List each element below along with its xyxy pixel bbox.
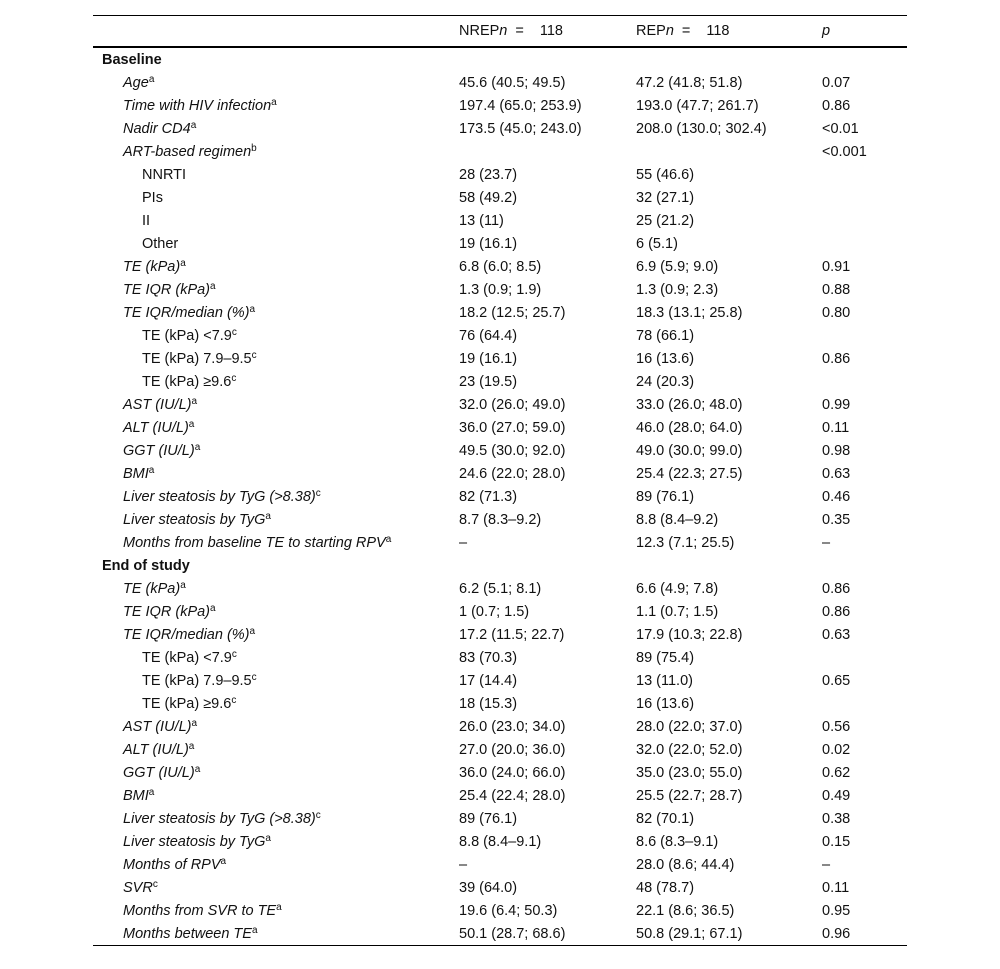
row-label-cell — [93, 899, 459, 922]
footnote-marker: c — [152, 878, 158, 890]
row-label: Liver steatosis by TyG — [123, 511, 266, 528]
footnote-marker: c — [231, 694, 237, 706]
footnote-marker: a — [249, 625, 256, 637]
row-label-cell — [93, 255, 459, 278]
row-label-cell — [93, 370, 459, 393]
footnote-marker: a — [265, 510, 271, 522]
row-label: GGT (IU/L) — [123, 442, 195, 459]
p-value: 0.49 — [822, 787, 851, 804]
table-row — [93, 531, 907, 554]
row-label-cell — [93, 922, 459, 946]
rep-value — [636, 140, 822, 163]
footnote-marker: c — [231, 372, 237, 384]
header-rep — [636, 16, 822, 48]
row-label: TE IQR/median (%) — [123, 304, 250, 321]
row-label-cell — [93, 347, 459, 370]
footnote-marker: c — [231, 648, 237, 660]
table-row — [93, 163, 907, 186]
footnote-marker: a — [191, 717, 198, 729]
row-label-cell — [93, 531, 459, 554]
rep-value: 1.1 (0.7; 1.5) — [636, 603, 719, 620]
nrep-value: 18.2 (12.5; 25.7) — [459, 304, 566, 321]
footnote-marker: a — [148, 464, 155, 476]
footnote-marker: c — [315, 809, 321, 821]
section-title: End of study — [102, 557, 190, 574]
row-label-cell — [93, 439, 459, 462]
row-label-cell — [93, 692, 459, 715]
footnote-marker: a — [148, 73, 155, 85]
row-label-cell — [93, 209, 459, 232]
row-label: TE (kPa) ≥9.6 — [142, 373, 232, 390]
row-label-cell — [93, 646, 459, 669]
header-nrep-count: 118 — [539, 23, 563, 39]
row-label: TE (kPa) <7.9 — [142, 327, 232, 344]
p-value: 0.99 — [822, 396, 851, 413]
footnote-marker: a — [180, 257, 186, 269]
footnote-marker: a — [249, 303, 256, 315]
nrep-value: 82 (71.3) — [459, 488, 518, 505]
nrep-value: 23 (19.5) — [459, 373, 518, 390]
row-label-cell — [93, 393, 459, 416]
nrep-value: 36.0 (27.0; 59.0) — [459, 419, 566, 436]
section-row — [93, 47, 907, 71]
row-label-cell — [93, 301, 459, 324]
section-row — [93, 554, 907, 577]
row-label: BMI — [123, 465, 149, 482]
table-row — [93, 209, 907, 232]
nrep-value: 8.8 (8.4–9.1) — [459, 833, 542, 850]
rep-value: 25 (21.2) — [636, 212, 695, 229]
rep-value: 8.6 (8.3–9.1) — [636, 833, 719, 850]
row-label: Other — [142, 235, 179, 252]
footnote-marker: a — [190, 119, 197, 131]
row-label: TE (kPa) <7.9 — [142, 649, 232, 666]
table-row — [93, 807, 907, 830]
row-label: Liver steatosis by TyG (>8.38) — [123, 810, 316, 827]
rep-value: 6.9 (5.9; 9.0) — [636, 258, 719, 275]
nrep-value: – — [459, 856, 468, 873]
row-label: PIs — [142, 189, 163, 206]
nrep-value: 58 (49.2) — [459, 189, 518, 206]
p-value: 0.35 — [822, 511, 851, 528]
row-label: Months from baseline TE to starting RPV — [123, 534, 386, 551]
rep-value: 46.0 (28.0; 64.0) — [636, 419, 743, 436]
footnote-marker: c — [251, 349, 257, 361]
row-label-cell — [93, 876, 459, 899]
p-value: 0.38 — [822, 810, 851, 827]
p-value — [822, 232, 907, 255]
header-nrep-label: NREP — [459, 23, 500, 39]
table-row — [93, 324, 907, 347]
rep-value: 24 (20.3) — [636, 373, 695, 390]
nrep-value: 24.6 (22.0; 28.0) — [459, 465, 566, 482]
table-row — [93, 255, 907, 278]
row-label: AST (IU/L) — [123, 718, 192, 735]
rep-value: 32.0 (22.0; 52.0) — [636, 741, 743, 758]
nrep-value: 19.6 (6.4; 50.3) — [459, 902, 558, 919]
footnote-marker: a — [194, 441, 201, 453]
table-row — [93, 853, 907, 876]
rep-value: 55 (46.6) — [636, 166, 695, 183]
row-label-cell — [93, 140, 459, 163]
rep-value: 82 (70.1) — [636, 810, 695, 827]
header-p: p — [822, 23, 831, 39]
p-value — [822, 370, 907, 393]
p-value: 0.86 — [822, 350, 851, 367]
row-label: Liver steatosis by TyG — [123, 833, 266, 850]
row-label-cell — [93, 738, 459, 761]
rep-value: 35.0 (23.0; 55.0) — [636, 764, 743, 781]
row-label-cell — [93, 485, 459, 508]
nrep-value: 17.2 (11.5; 22.7) — [459, 626, 565, 643]
rep-value: 78 (66.1) — [636, 327, 695, 344]
row-label: TE (kPa) ≥9.6 — [142, 695, 232, 712]
rep-value: 32 (27.1) — [636, 189, 695, 206]
table-row — [93, 761, 907, 784]
footnote-marker: a — [188, 418, 195, 430]
row-label-cell — [93, 232, 459, 255]
nrep-value: 36.0 (24.0; 66.0) — [459, 764, 566, 781]
table-row — [93, 117, 907, 140]
row-label-cell — [93, 669, 459, 692]
row-label: Time with HIV infection — [123, 97, 272, 114]
p-value: 0.91 — [822, 258, 851, 275]
table-row — [93, 278, 907, 301]
row-label: ALT (IU/L) — [123, 741, 189, 758]
rep-value: 49.0 (30.0; 99.0) — [636, 442, 743, 459]
rep-value: 6 (5.1) — [636, 235, 678, 252]
rep-value: 28.0 (22.0; 37.0) — [636, 718, 743, 735]
table-row — [93, 347, 907, 370]
p-value: 0.86 — [822, 580, 851, 597]
table-row — [93, 301, 907, 324]
table-row — [93, 784, 907, 807]
row-label: II — [142, 212, 151, 229]
nrep-value: 45.6 (40.5; 49.5) — [459, 74, 566, 91]
row-label-cell — [93, 71, 459, 94]
row-label-cell — [93, 830, 459, 853]
row-label-cell — [93, 853, 459, 876]
row-label: SVR — [123, 879, 153, 896]
p-value — [822, 646, 907, 669]
row-label: TE IQR/median (%) — [123, 626, 250, 643]
p-value: 0.63 — [822, 626, 851, 643]
nrep-value: 83 (70.3) — [459, 649, 518, 666]
row-label-cell — [93, 324, 459, 347]
p-value — [822, 163, 907, 186]
row-label: Liver steatosis by TyG (>8.38) — [123, 488, 316, 505]
row-label: NNRTI — [142, 166, 187, 183]
table-header — [93, 16, 907, 48]
table-row — [93, 876, 907, 899]
section-title: Baseline — [102, 51, 162, 68]
row-label-cell — [93, 761, 459, 784]
p-value: – — [822, 534, 831, 551]
nrep-value: 13 (11) — [459, 212, 504, 229]
row-label-cell — [93, 508, 459, 531]
nrep-value: 6.2 (5.1; 8.1) — [459, 580, 542, 597]
p-value: 0.96 — [822, 925, 851, 942]
footnote-marker: a — [271, 96, 277, 108]
rep-value: 1.3 (0.9; 2.3) — [636, 281, 719, 298]
p-value: 0.88 — [822, 281, 851, 298]
table-body — [93, 47, 907, 946]
table-row — [93, 830, 907, 853]
footnote-marker: c — [231, 326, 237, 338]
table-row — [93, 370, 907, 393]
empty-cell — [636, 47, 822, 71]
p-value: <0.001 — [822, 143, 867, 160]
row-label: Months between TE — [123, 925, 252, 942]
rep-value: 33.0 (26.0; 48.0) — [636, 396, 743, 413]
row-label: Nadir CD4 — [123, 120, 191, 137]
table-row — [93, 577, 907, 600]
row-label: TE IQR (kPa) — [123, 603, 211, 620]
row-label: BMI — [123, 787, 149, 804]
header-rep-n: n — [665, 23, 674, 39]
footnote-marker: a — [251, 924, 258, 936]
nrep-value — [459, 140, 636, 163]
header-label-col — [93, 16, 459, 48]
empty-cell — [822, 554, 907, 577]
footnote-marker: a — [194, 763, 201, 775]
nrep-value: 19 (16.1) — [459, 350, 518, 367]
header-rep-label: REP — [636, 23, 666, 39]
footnote-marker: a — [188, 740, 195, 752]
rep-value: 193.0 (47.7; 261.7) — [636, 97, 759, 114]
footnote-marker: a — [265, 832, 271, 844]
footnote-marker: a — [276, 901, 282, 913]
row-label-cell — [93, 117, 459, 140]
row-label: Age — [123, 74, 149, 91]
p-value — [822, 692, 907, 715]
nrep-value: 19 (16.1) — [459, 235, 518, 252]
footnote-marker: a — [210, 602, 216, 614]
p-value: 0.95 — [822, 902, 851, 919]
row-label: Months of RPV — [123, 856, 221, 873]
header-rep-eq: = — [681, 23, 691, 39]
p-value: 0.98 — [822, 442, 851, 459]
nrep-value: 39 (64.0) — [459, 879, 518, 896]
rep-value: 6.6 (4.9; 7.8) — [636, 580, 719, 597]
row-label-cell — [93, 163, 459, 186]
row-label-cell — [93, 462, 459, 485]
nrep-value: 26.0 (23.0; 34.0) — [459, 718, 566, 735]
nrep-value: 25.4 (22.4; 28.0) — [459, 787, 566, 804]
row-label-cell — [93, 278, 459, 301]
nrep-value: 1.3 (0.9; 1.9) — [459, 281, 542, 298]
header-nrep-eq: = — [515, 23, 524, 39]
empty-cell — [459, 554, 636, 577]
rep-value: 18.3 (13.1; 25.8) — [636, 304, 743, 321]
rep-value: 16 (13.6) — [636, 695, 695, 712]
p-value: 0.65 — [822, 672, 851, 689]
rep-value: 89 (75.4) — [636, 649, 695, 666]
table-row — [93, 439, 907, 462]
nrep-value: 32.0 (26.0; 49.0) — [459, 396, 566, 413]
table-row — [93, 692, 907, 715]
table-row — [93, 669, 907, 692]
nrep-value: 50.1 (28.7; 68.6) — [459, 925, 566, 942]
p-value — [822, 209, 907, 232]
row-label: ART-based regimen — [123, 143, 252, 160]
rep-value: 25.4 (22.3; 27.5) — [636, 465, 743, 482]
nrep-value: – — [459, 534, 468, 551]
nrep-value: 1 (0.7; 1.5) — [459, 603, 530, 620]
empty-cell — [822, 47, 907, 71]
rep-value: 48 (78.7) — [636, 879, 695, 896]
header-nrep — [459, 16, 636, 48]
header-row — [93, 16, 907, 48]
table-row — [93, 623, 907, 646]
p-value: 0.62 — [822, 764, 851, 781]
table-row — [93, 94, 907, 117]
nrep-value: 27.0 (20.0; 36.0) — [459, 741, 566, 758]
nrep-value: 6.8 (6.0; 8.5) — [459, 258, 542, 275]
row-label-cell — [93, 623, 459, 646]
header-rep-count: 118 — [706, 23, 730, 39]
rep-value: 22.1 (8.6; 36.5) — [636, 902, 735, 919]
p-value: 0.86 — [822, 97, 851, 114]
table-container — [93, 15, 907, 946]
rep-value: 17.9 (10.3; 22.8) — [636, 626, 743, 643]
rep-value: 208.0 (130.0; 302.4) — [636, 120, 767, 137]
p-value: 0.11 — [822, 419, 850, 436]
table-row — [93, 922, 907, 946]
row-label-cell — [93, 186, 459, 209]
rep-value: 47.2 (41.8; 51.8) — [636, 74, 743, 91]
row-label: TE IQR (kPa) — [123, 281, 211, 298]
row-label-cell — [93, 577, 459, 600]
empty-cell — [636, 554, 822, 577]
nrep-value: 197.4 (65.0; 253.9) — [459, 97, 582, 114]
nrep-value: 18 (15.3) — [459, 695, 518, 712]
p-value: 0.63 — [822, 465, 851, 482]
p-value: 0.80 — [822, 304, 851, 321]
footnote-marker: c — [315, 487, 321, 499]
row-label: ALT (IU/L) — [123, 419, 189, 436]
row-label-cell — [93, 715, 459, 738]
row-label: AST (IU/L) — [123, 396, 192, 413]
table-row — [93, 508, 907, 531]
p-value: – — [822, 856, 831, 873]
nrep-value: 76 (64.4) — [459, 327, 518, 344]
footnote-marker: a — [180, 579, 186, 591]
p-value: 0.86 — [822, 603, 851, 620]
table-row — [93, 600, 907, 623]
footnote-marker: c — [251, 671, 257, 683]
data-table — [93, 15, 907, 946]
p-value — [822, 324, 907, 347]
table-row — [93, 393, 907, 416]
table-row — [93, 462, 907, 485]
p-value — [822, 186, 907, 209]
header-nrep-n: n — [499, 23, 508, 39]
row-label: TE (kPa) — [123, 258, 181, 275]
rep-value: 89 (76.1) — [636, 488, 695, 505]
nrep-value: 173.5 (45.0; 243.0) — [459, 120, 582, 137]
p-value: 0.02 — [822, 741, 851, 758]
row-label-cell — [93, 784, 459, 807]
table-row — [93, 899, 907, 922]
empty-cell — [459, 47, 636, 71]
row-label-cell — [93, 416, 459, 439]
table-row — [93, 646, 907, 669]
rep-value: 13 (11.0) — [636, 672, 693, 689]
p-value: 0.46 — [822, 488, 851, 505]
footnote-marker: a — [220, 855, 227, 867]
p-value: 0.07 — [822, 74, 851, 91]
row-label-cell — [93, 807, 459, 830]
row-label: GGT (IU/L) — [123, 764, 195, 781]
nrep-value: 8.7 (8.3–9.2) — [459, 511, 542, 528]
footnote-marker: b — [251, 142, 257, 154]
p-value: 0.11 — [822, 879, 850, 896]
row-label: TE (kPa) 7.9–9.5 — [142, 672, 252, 689]
table-row — [93, 71, 907, 94]
row-label: Months from SVR to TE — [123, 902, 277, 919]
row-label-cell — [93, 600, 459, 623]
p-value: 0.15 — [822, 833, 851, 850]
table-row — [93, 416, 907, 439]
rep-value: 28.0 (8.6; 44.4) — [636, 856, 735, 873]
footnote-marker: a — [385, 533, 392, 545]
nrep-value: 49.5 (30.0; 92.0) — [459, 442, 566, 459]
nrep-value: 89 (76.1) — [459, 810, 518, 827]
rep-value: 16 (13.6) — [636, 350, 695, 367]
p-value: 0.56 — [822, 718, 851, 735]
nrep-value: 28 (23.7) — [459, 166, 518, 183]
footnote-marker: a — [148, 786, 155, 798]
table-row — [93, 485, 907, 508]
rep-value: 8.8 (8.4–9.2) — [636, 511, 719, 528]
table-row — [93, 232, 907, 255]
p-value: <0.01 — [822, 120, 859, 137]
table-row — [93, 140, 907, 163]
table-row — [93, 738, 907, 761]
row-label: TE (kPa) 7.9–9.5 — [142, 350, 252, 367]
table-row — [93, 715, 907, 738]
footnote-marker: a — [191, 395, 198, 407]
rep-value: 25.5 (22.7; 28.7) — [636, 787, 743, 804]
table-row — [93, 186, 907, 209]
nrep-value: 17 (14.4) — [459, 672, 518, 689]
rep-value: 50.8 (29.1; 67.1) — [636, 925, 743, 942]
rep-value: 12.3 (7.1; 25.5) — [636, 534, 735, 551]
row-label: TE (kPa) — [123, 580, 181, 597]
row-label-cell — [93, 94, 459, 117]
footnote-marker: a — [210, 280, 216, 292]
